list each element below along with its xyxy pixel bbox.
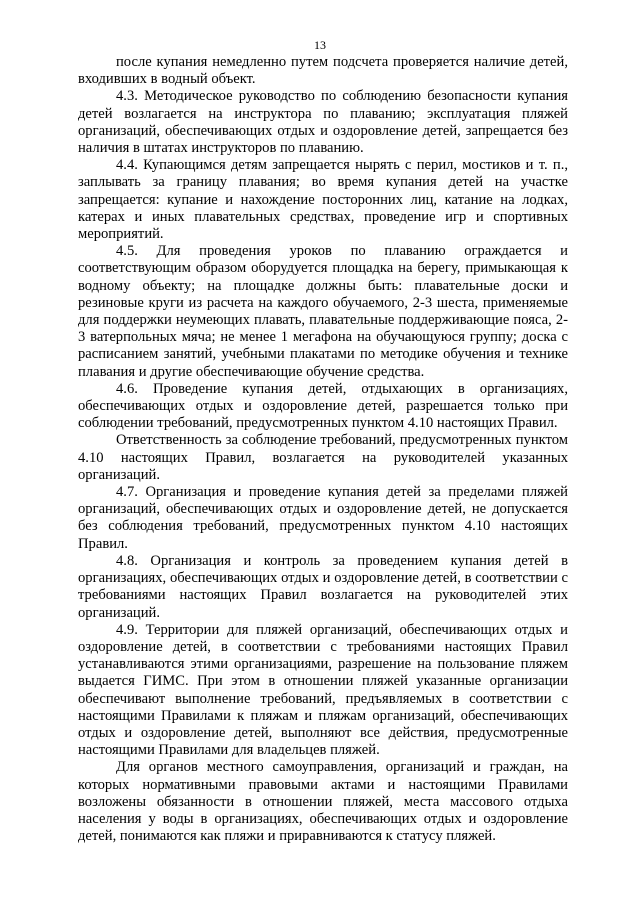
paragraph-4-6-responsibility: Ответственность за соблюдение требований, предусмотренных пунктом 4.10 настоящих Правил, возлагается на руководителей указанных организаций. [78, 432, 568, 483]
paragraph-continuation: после купания немедленно путем подсчета проверяется наличие детей, входивших в водный объект. [78, 54, 568, 88]
paragraph-4-9-definition: Для органов местного самоуправления, организаций и граждан, на которых нормативными правовыми актами и настоящими Правилами возложены обязанности в отношении пляжей, места массового отдыха населения у воды в организациях, обеспечивающих отдых и оздоровление детей, понимаются как пляжи и приравниваются к статусу пляжей. [78, 759, 568, 845]
paragraph-4-3: 4.3. Методическое руководство по соблюдению безопасности купания детей возлагается на инструктора по плаванию; эксплуатация пляжей организаций, обеспечивающих отдых и оздоровление детей, запрещается без наличия в штатах инструкторов по плаванию. [78, 88, 568, 157]
paragraph-4-5: 4.5. Для проведения уроков по плаванию ограждается и соответствующим образом оборудуется площадка на берегу, примыкающая к водному объекту; на площадке должны быть: плавательные доски и резиновые круги из расчета на каждого обучаемого, 2-3 шеста, применяемые для поддержки неумеющих плавать, плавательные поддерживающие пояса, 2-3 ватерпольных мяча; не менее 1 мегафона на обучающуюся группу; доска с расписанием занятий, учебными плакатами по методике обучения и технике плавания и другие обеспечивающие обучение средства. [78, 243, 568, 380]
document-body [78, 54, 568, 845]
paragraph-4-6: 4.6. Проведение купания детей, отдыхающих в организациях, обеспечивающих отдых и оздоровление детей, разрешается только при соблюдении требований, предусмотренных пунктом 4.10 настоящих Правил. [78, 380, 568, 432]
paragraph-4-9: 4.9. Территории для пляжей организаций, обеспечивающих отдых и оздоровление детей, в соответствии с требованиями настоящих Правил устанавливаются этими организациями, разрешение на пользование пляжем выдается ГИМС. При этом в отношении пляжей указанные организации обеспечивают выполнение требований, предъявляемых в соответствии с настоящими Правилами к пляжам и пляжам организаций, обеспечивающих отдых и оздоровление детей, выполняют все действия, предусмотренные настоящими Правилами для владельцев пляжей. [78, 621, 568, 759]
page-number: 13 [314, 38, 326, 52]
paragraph-4-8: 4.8. Организация и контроль за проведением купания детей в организациях, обеспечивающих отдых и оздоровление детей, в соответствии с требованиями настоящих Правил возлагается на руководителей этих организаций. [78, 552, 568, 621]
paragraph-4-4: 4.4. Купающимся детям запрещается нырять с перил, мостиков и т. п., заплывать за границу плавания; во время купания детей на участке запрещается: купание и нахождение посторонних лиц, катание на лодках, катерах и иных плавательных средствах, проведение игр и спортивных мероприятий. [78, 157, 568, 243]
paragraph-4-7: 4.7. Организация и проведение купания детей за пределами пляжей организаций, обеспечивающих отдых и оздоровление детей, не допускается без соблюдения требований, предусмотренных пунктом 4.10 настоящих Правил. [78, 484, 568, 552]
